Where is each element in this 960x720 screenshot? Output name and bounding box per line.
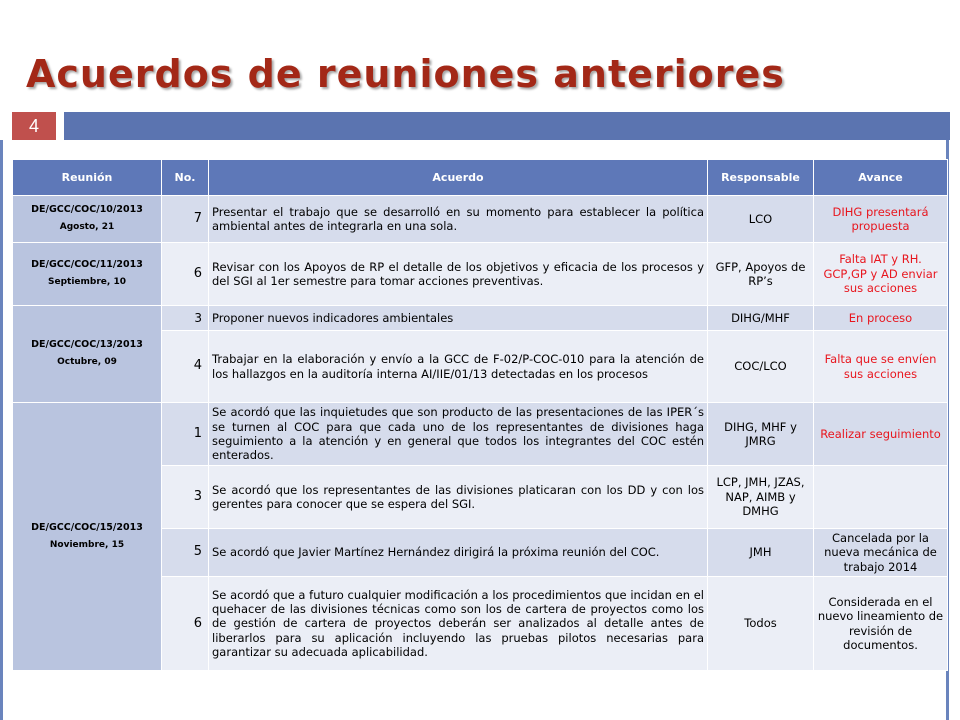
table-row [13, 403, 948, 466]
meeting-cell [13, 403, 162, 671]
agreement-responsible: GFP, Apoyos de RP’s [708, 243, 814, 306]
agreement-number: 6 [162, 577, 209, 671]
meeting-date: Septiembre, 10 [48, 277, 126, 288]
agreement-progress: Falta IAT y RH. GCP,GP y AD enviar sus acciones [814, 243, 948, 306]
agreement-number: 7 [162, 196, 209, 243]
agreement-responsible: Todos [708, 577, 814, 671]
agreement-responsible: LCP, JMH, JZAS, NAP, AIMB y DMHG [708, 466, 814, 529]
table-row [13, 196, 948, 243]
table-row [13, 243, 948, 306]
agreement-text: Se acordó que las inquietudes que son producto de las presentaciones de las IPER´s se turnen al COC para que cada uno de los representantes de divisiones haga seguimiento a la atención y en general que todos los integrantes del COC estén enterados. [209, 403, 708, 466]
meeting-date: Octubre, 09 [57, 357, 117, 368]
agreement-text: Revisar con los Apoyos de RP el detalle de los objetivos y eficacia de los procesos y del SGI al 1er semestre para tomar acciones preventivas. [209, 243, 708, 306]
meeting-cell [13, 243, 162, 306]
meeting-cell [13, 306, 162, 403]
agreement-number: 3 [162, 466, 209, 529]
table-header-row [13, 160, 948, 196]
agreement-number: 4 [162, 331, 209, 403]
meeting-code: DE/GCC/COC/13/2013 [31, 339, 143, 351]
agreement-text: Trabajar en la elaboración y envío a la GCC de F-02/P-COC-010 para la atención de los hallazgos en la auditoría interna AI/IIE/01/13 detectadas en los procesos [209, 331, 708, 403]
agreement-progress: Cancelada por la nueva mecánica de trabajo 2014 [814, 529, 948, 577]
agreement-text: Presentar el trabajo que se desarrolló en su momento para establecer la política ambiental antes de integrarla en una sola. [209, 196, 708, 243]
agreement-progress: Realizar seguimiento [814, 403, 948, 466]
agreement-progress: Considerada en el nuevo lineamiento de revisión de documentos. [814, 577, 948, 671]
meeting-code: DE/GCC/COC/11/2013 [31, 259, 143, 271]
agreement-progress: En proceso [814, 306, 948, 331]
meeting-cell [13, 196, 162, 243]
agreement-responsible: COC/LCO [708, 331, 814, 403]
agreement-responsible: LCO [708, 196, 814, 243]
agreements-table [12, 159, 948, 671]
agreement-number: 5 [162, 529, 209, 577]
header-avance: Avance [814, 160, 948, 196]
agreement-responsible: JMH [708, 529, 814, 577]
header-responsable: Responsable [708, 160, 814, 196]
slide-title: Acuerdos de reuniones anteriores [26, 52, 785, 96]
meeting-date: Agosto, 21 [59, 222, 115, 233]
meeting-code: DE/GCC/COC/15/2013 [31, 521, 143, 533]
left-divider [0, 140, 3, 720]
agreement-progress: DIHG presentará propuesta [814, 196, 948, 243]
slide-number: 4 [12, 112, 56, 140]
agreement-text: Se acordó que los representantes de las divisiones platicaran con los DD y con los gerentes para conocer que se espera del SGI. [209, 466, 708, 529]
agreement-responsible: DIHG, MHF y JMRG [708, 403, 814, 466]
agreement-number: 3 [162, 306, 209, 331]
agreement-text: Se acordó que Javier Martínez Hernández dirigirá la próxima reunión del COC. [209, 529, 708, 577]
header-bar [64, 112, 950, 140]
agreement-number: 1 [162, 403, 209, 466]
agreement-progress: Falta que se envíen sus acciones [814, 331, 948, 403]
header-acuerdo: Acuerdo [209, 160, 708, 196]
meeting-code: DE/GCC/COC/10/2013 [31, 204, 143, 216]
agreement-text: Se acordó que a futuro cualquier modificación a los procedimientos que incidan en el quehacer de las divisiones técnicas como son los de cartera de proyectos como los de gestión de cartera de proyectos deberán ser analizados al detalle antes de liberarlos para su aplicación incluyendo las pruebas pilotos necesarias para garantizar su adecuada aplicabilidad. [209, 577, 708, 671]
agreement-text: Proponer nuevos indicadores ambientales [209, 306, 708, 331]
agreement-number: 6 [162, 243, 209, 306]
table-row [13, 306, 948, 331]
header-no: No. [162, 160, 209, 196]
agreement-progress [814, 466, 948, 529]
meeting-date: Noviembre, 15 [49, 540, 125, 551]
header-reunion: Reunión [13, 160, 162, 196]
agreement-responsible: DIHG/MHF [708, 306, 814, 331]
